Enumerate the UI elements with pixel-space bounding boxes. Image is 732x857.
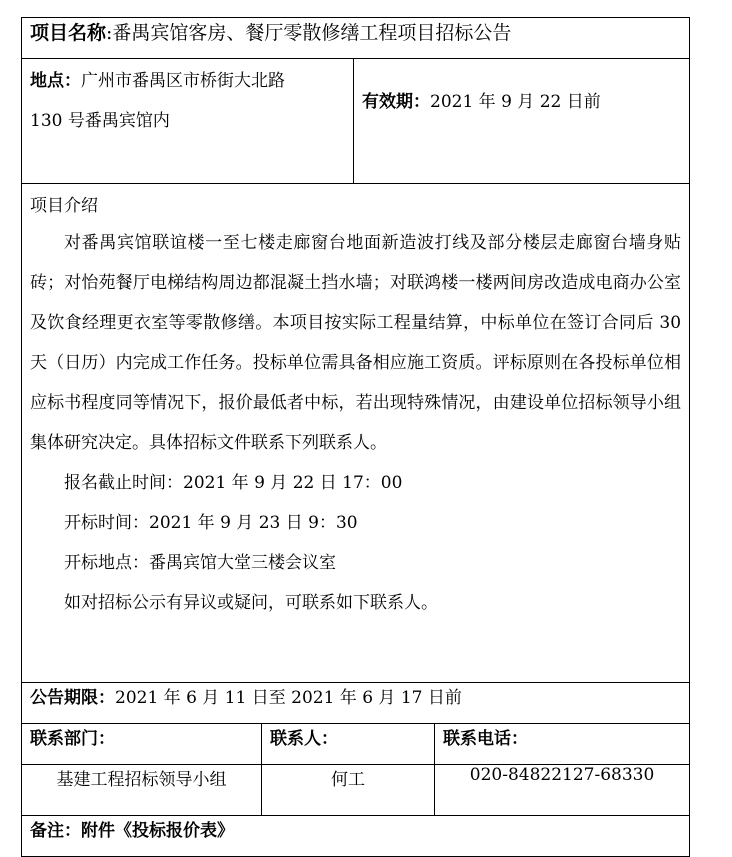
title-cell xyxy=(22,18,690,59)
location-label: 地点： xyxy=(30,71,81,91)
period-value: 2021 年 6 月 11 日至 2021 年 6 月 17 日前 xyxy=(115,688,462,708)
period-label: 公告期限： xyxy=(30,688,115,708)
remark-cell xyxy=(22,816,690,857)
notice-table xyxy=(21,17,690,857)
remark-row xyxy=(22,816,690,857)
title-row xyxy=(22,18,690,59)
remark-value: 附件《投标报价表》 xyxy=(81,821,234,841)
validity-value: 2021 年 9 月 22 日前 xyxy=(430,92,601,112)
location-row xyxy=(22,59,690,184)
location-line2: 130 号番禺宾馆内 xyxy=(30,111,170,131)
location-line1: 广州市番禺区市桥街大北路 xyxy=(81,71,285,91)
title-value: :番禺宾馆客房、餐厅零散修缮工程项目招标公告 xyxy=(106,22,512,44)
contact-person: 何工 xyxy=(262,765,435,816)
intro-paragraph: 对番禺宾馆联谊楼一至七楼走廊窗台地面新造波打线及部分楼层走廊窗台墙身贴砖；对怡苑餐厅电梯结构周边都混凝土挡水墙；对联鸿楼一楼两间房改造成电商办公室及饮食经理更衣室等零散修缮。本项目按实际工程量结算，中标单位在签订合同后 30 天（日历）内完成工作任务。投标单位需具备相应施工资质。评标原则在各投标单位相应标书程度同等情况下，报价最低者中标，若出现特殊情况，由建设单位招标领导小组集体研究决定。具体招标文件联系下列联系人。 xyxy=(30,233,682,453)
contact-dept-label: 联系部门： xyxy=(22,724,262,765)
contact-value-row xyxy=(22,765,690,816)
validity-cell xyxy=(354,59,690,184)
objection-text: 如对招标公示有异议或疑问，可联系如下联系人。 xyxy=(64,593,438,613)
contact-person-label: 联系人： xyxy=(262,724,435,765)
remark-label: 备注： xyxy=(30,821,81,841)
location-cell xyxy=(22,59,354,184)
contact-dept: 基建工程招标领导小组 xyxy=(22,765,262,816)
deadline-text: 报名截止时间：2021 年 9 月 22 日 17：00 xyxy=(64,473,403,493)
contact-phone-label: 联系电话： xyxy=(435,724,690,765)
opening-place-text: 开标地点：番禺宾馆大堂三楼会议室 xyxy=(64,553,336,573)
intro-heading: 项目介绍 xyxy=(30,196,98,216)
period-cell xyxy=(22,683,690,724)
intro-row xyxy=(22,184,690,683)
contact-header-row xyxy=(22,724,690,765)
opening-time-text: 开标时间：2021 年 9 月 23 日 9：30 xyxy=(64,513,358,533)
period-row xyxy=(22,683,690,724)
intro-cell xyxy=(22,184,690,683)
title-label: 项目名称 xyxy=(30,22,107,44)
contact-phone: 020-84822127-68330 xyxy=(435,765,690,816)
validity-label: 有效期： xyxy=(362,92,430,112)
